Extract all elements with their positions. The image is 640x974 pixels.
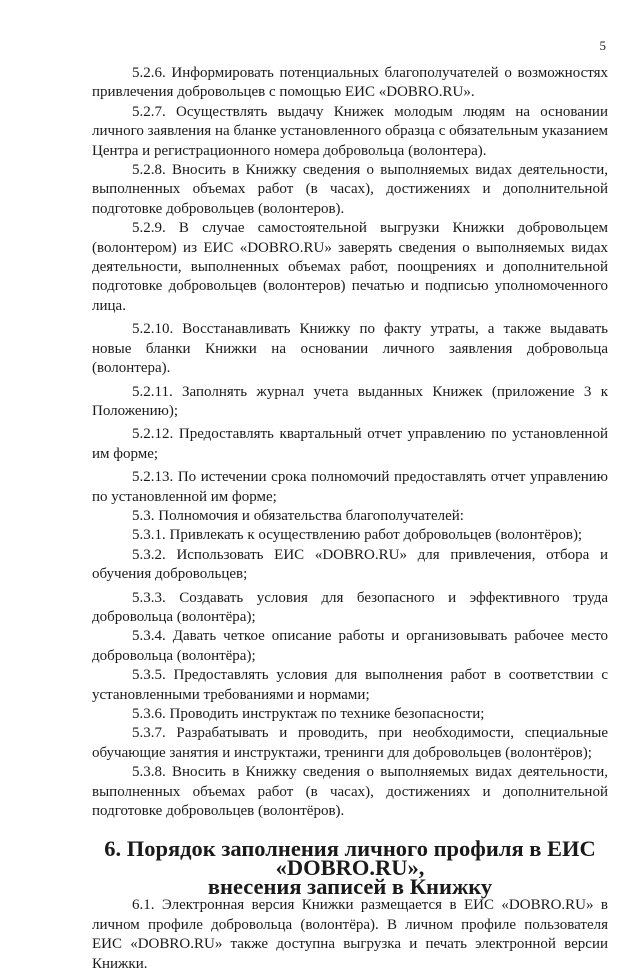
clause-5-3-2: 5.3.2. Использовать ЕИС «DOBRO.RU» для привлечения, отбора и обучения добровольцев; — [92, 546, 608, 583]
clause-5-3-5: 5.3.5. Предоставлять условия для выполнения работ в соответствии с установленными требованиями и нормами; — [92, 667, 608, 703]
clause-5-3-3: 5.3.3. Создавать условия для безопасного и эффективного труда добровольца (волонтёра); — [92, 589, 608, 625]
clause-5-3-4: 5.3.4. Давать четкое описание работы и организовывать рабочее место добровольца (волонтёра); — [92, 628, 608, 664]
clause-5-2-10: 5.2.10. Восстанавливать Книжку по факту утраты, а также выдавать новые бланки Книжки на основании личного заявления добровольца (волонтера). — [92, 321, 608, 377]
clause-5-2-8: 5.2.8. Вносить в Книжку сведения о выполняемых видах деятельности, выполненных объемах работ (в часах), достижениях и дополнительной подготовке добровольцев (волонтеров). — [92, 162, 608, 217]
clause-6-1: 6.1. Электронная версия Книжки размещается в ЕИС «DOBRO.RU» в личном профиле добровольца (волонтёра). В личном профиле пользователя ЕИС «DOBRO.RU» также доступна выгрузка и печать электронной версии Книжки. — [92, 897, 608, 972]
clause-5-3-7: 5.3.7. Разрабатывать и проводить, при необходимости, специальные обучающие занятия и инструктажи, тренинги для добровольцев (волонтёров); — [92, 725, 608, 761]
clause-5-3-1: 5.3.1. Привлекать к осуществлению работ добровольцев (волонтёров); — [132, 527, 583, 544]
clause-5-2-7: 5.2.7. Осуществлять выдачу Книжек молодым людям на основании личного заявления на бланке установленного образца с обязательным указанием Центра и регистрационного номера добровольца (волонтера). — [92, 103, 608, 159]
section-6-heading-line-1: 6. Порядок заполнения личного профиля в ЕИС «DOBRO.RU», — [104, 836, 596, 881]
clause-5-3-8: 5.3.8. Вносить в Книжку сведения о выполняемых видах деятельности, выполненных объемах работ (в часах), достижениях и дополнительной подготовке добровольцев (волонтёров). — [92, 764, 608, 820]
clause-5-2-11: 5.2.11. Заполнять журнал учета выданных Книжек (приложение 3 к Положению); — [92, 383, 608, 419]
clause-5-2-9: 5.2.9. В случае самостоятельной выгрузки Книжки добровольцем (волонтером) из ЕИС «DOBRO.RU» заверять сведения о выполняемых видах деятельности, выполненных объемах работ, поощрениях и дополнительной подготовке добровольцев (волонтеров) печатью и подписью уполномоченного лица. — [92, 220, 608, 314]
clause-5-2-6: 5.2.6. Информировать потенциальных благополучателей о возможностях привлечения добровольцев с помощью ЕИС «DOBRO.RU». — [92, 65, 608, 101]
document-body — [92, 64, 608, 974]
clause-5-3: 5.3. Полномочия и обязательства благополучателей: — [132, 507, 464, 524]
clause-5-2-13: 5.2.13. По истечении срока полномочий предоставлять отчет управлению по установленной им форме; — [92, 469, 608, 505]
clause-5-2-12: 5.2.12. Предоставлять квартальный отчет управлению по установленной им форме; — [92, 426, 608, 462]
section-6-heading-line-2: внесения записей в Книжку — [207, 874, 493, 900]
clause-5-3-6: 5.3.6. Проводить инструктаж по технике безопасности; — [132, 706, 485, 722]
page-number: 5 — [599, 38, 606, 53]
section-6-heading — [92, 836, 608, 900]
